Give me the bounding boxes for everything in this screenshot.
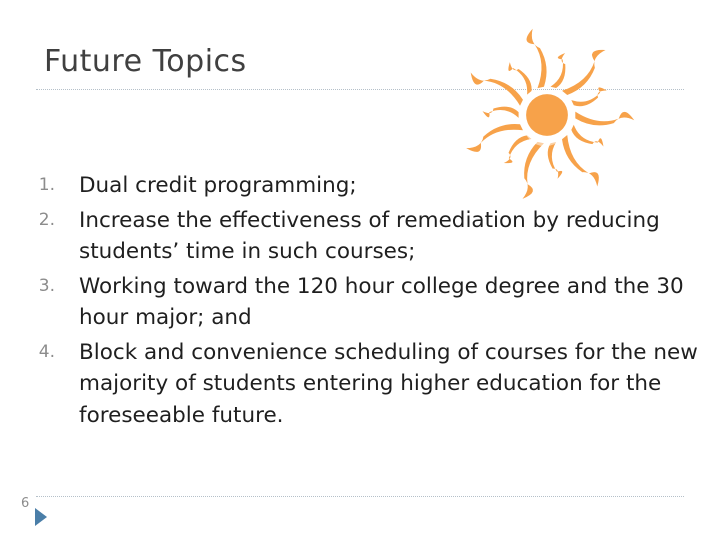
list-item-number: 1. [38,175,55,195]
list-item-text: Dual credit programming; [79,173,357,198]
list-item-number: 3. [38,275,55,296]
sun-ray [571,125,603,147]
page-number: 6 [21,496,30,511]
sun-ray [471,72,523,105]
sun-ray [527,29,547,88]
list-item [0,205,700,268]
sun-ray [575,112,634,126]
list-item [0,337,700,432]
list-item [0,170,700,202]
list-item-number: 4. [38,341,55,362]
topics-list [0,170,700,434]
list-item-text: Block and convenience scheduling of courses for the new majority of students entering higher education for the foreseeable future. [79,339,698,428]
triangle-right-icon[interactable] [34,507,48,527]
list-item-text: Working toward the 120 hour college degree and the 30 hour major; and [79,273,684,330]
list-item [0,271,700,334]
sun-ray [551,53,566,88]
footer-divider [36,496,684,497]
sun-ray [482,107,518,118]
list-item-text: Increase the effectiveness of remediation by reducing students’ time in such courses; [79,207,660,264]
slide-title: Future Topics [44,44,247,79]
list-item-number: 2. [38,209,55,230]
